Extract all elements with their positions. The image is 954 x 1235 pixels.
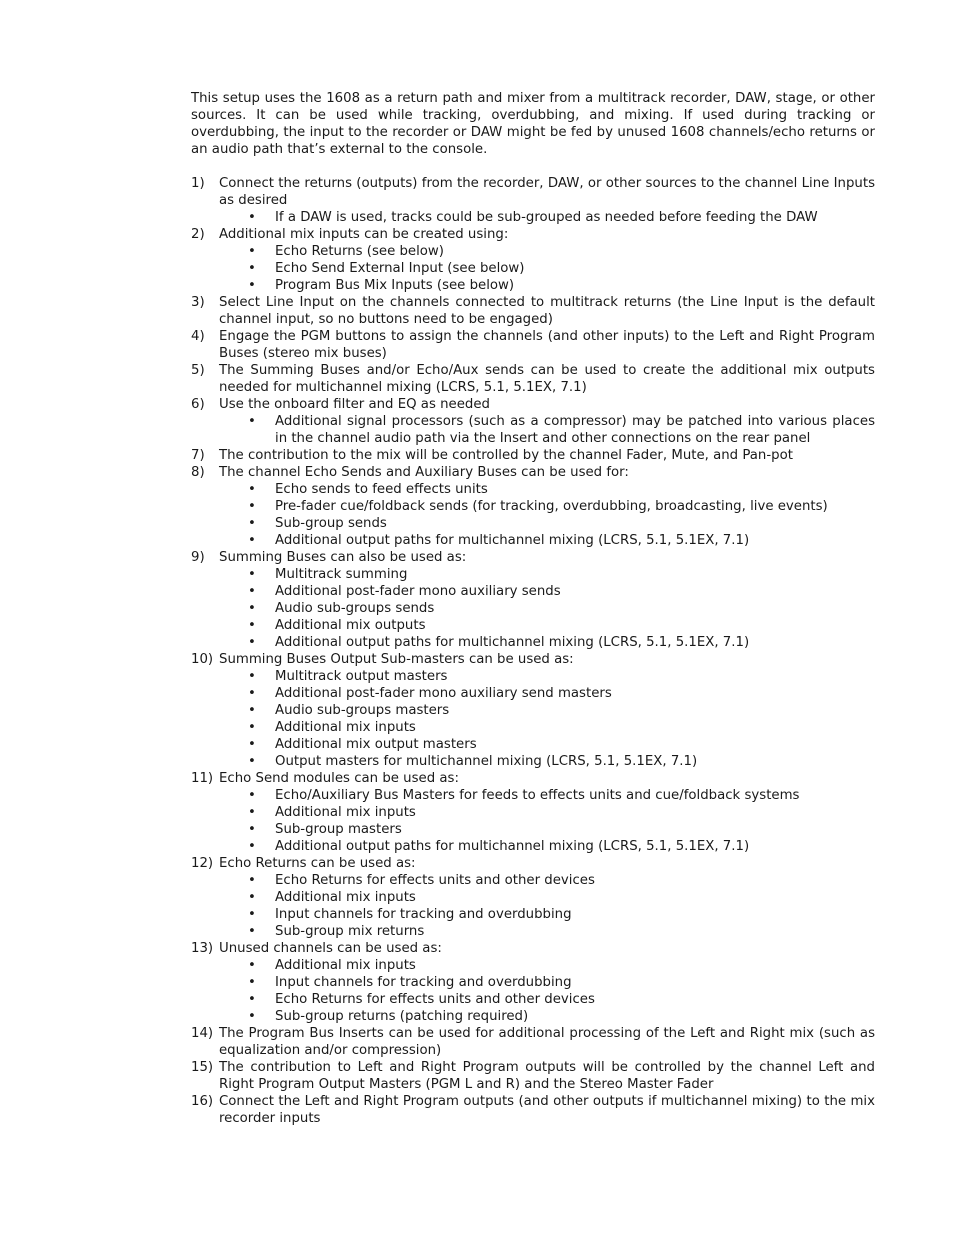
bullet-text: Input channels for tracking and overdubbing xyxy=(275,907,572,922)
bullet-text: Sub-group masters xyxy=(275,822,402,837)
bullet-text: Multitrack output masters xyxy=(275,669,448,684)
bullet-text: Additional signal processors (such as a compressor) may be patched into various places in the channel audio path via the Insert and other connections on the rear panel xyxy=(275,414,875,446)
bullet-dot-icon: • xyxy=(248,533,256,548)
step-text: Select Line Input on the channels connected to multitrack returns (the Line Input is the default channel input, so no buttons need to be engaged) xyxy=(219,295,875,327)
bullet-dot-icon: • xyxy=(248,975,256,990)
bullet-text: Additional mix inputs xyxy=(275,805,416,820)
bullet-list xyxy=(191,209,875,226)
bullet-dot-icon: • xyxy=(248,907,256,922)
step-text: Unused channels can be used as: xyxy=(219,941,442,956)
bullet-dot-icon: • xyxy=(248,720,256,735)
bullet-item xyxy=(191,413,875,447)
bullet-text: Echo Returns for effects units and other devices xyxy=(275,873,595,888)
bullet-text: Echo Send External Input (see below) xyxy=(275,261,525,276)
bullet-dot-icon: • xyxy=(248,618,256,633)
bullet-dot-icon: • xyxy=(248,686,256,701)
bullet-item xyxy=(191,889,875,906)
bullet-item xyxy=(191,974,875,991)
bullet-item xyxy=(191,481,875,498)
step-text: The Summing Buses and/or Echo/Aux sends can be used to create the additional mix outputs needed for multichannel mixing (LCRS, 5.1, 5.1EX, 7.1) xyxy=(219,363,875,395)
step-text: The contribution to the mix will be controlled by the channel Fader, Mute, and Pan-pot xyxy=(219,448,793,463)
bullet-item xyxy=(191,906,875,923)
bullet-dot-icon: • xyxy=(248,754,256,769)
bullet-text: Echo sends to feed effects units xyxy=(275,482,488,497)
bullet-list xyxy=(191,787,875,855)
bullet-item xyxy=(191,260,875,277)
bullet-text: Echo Returns for effects units and other devices xyxy=(275,992,595,1007)
step-text: The channel Echo Sends and Auxiliary Buses can be used for: xyxy=(219,465,629,480)
step-text: Engage the PGM buttons to assign the channels (and other inputs) to the Left and Right Program Buses (stereo mix buses) xyxy=(219,329,875,361)
bullet-item xyxy=(191,685,875,702)
step-number: 4) xyxy=(191,329,205,344)
step-number: 9) xyxy=(191,550,205,565)
document-page xyxy=(191,90,875,1127)
bullet-text: Additional output paths for multichannel mixing (LCRS, 5.1, 5.1EX, 7.1) xyxy=(275,533,750,548)
bullet-dot-icon: • xyxy=(248,635,256,650)
bullet-item xyxy=(191,753,875,770)
step-text: Echo Returns can be used as: xyxy=(219,856,416,871)
step-text: The Program Bus Inserts can be used for additional processing of the Left and Right mix (such as equalization and/or compression) xyxy=(219,1026,875,1058)
bullet-text: Additional mix inputs xyxy=(275,958,416,973)
bullet-text: Additional mix inputs xyxy=(275,720,416,735)
bullet-dot-icon: • xyxy=(248,890,256,905)
bullet-list xyxy=(191,413,875,447)
bullet-text: Pre-fader cue/foldback sends (for tracking, overdubbing, broadcasting, live events) xyxy=(275,499,828,514)
bullet-dot-icon: • xyxy=(248,601,256,616)
bullet-item xyxy=(191,991,875,1008)
bullet-dot-icon: • xyxy=(248,482,256,497)
bullet-item xyxy=(191,804,875,821)
bullet-item xyxy=(191,209,875,226)
bullet-item xyxy=(191,532,875,549)
bullet-dot-icon: • xyxy=(248,1009,256,1024)
step-number: 5) xyxy=(191,363,205,378)
bullet-text: Sub-group mix returns xyxy=(275,924,425,939)
bullet-dot-icon: • xyxy=(248,278,256,293)
bullet-text: Input channels for tracking and overdubbing xyxy=(275,975,572,990)
bullet-list xyxy=(191,668,875,770)
bullet-item xyxy=(191,838,875,855)
bullet-item xyxy=(191,600,875,617)
bullet-dot-icon: • xyxy=(248,567,256,582)
step-number: 3) xyxy=(191,295,205,310)
bullet-item xyxy=(191,702,875,719)
step-text: Summing Buses Output Sub-masters can be used as: xyxy=(219,652,574,667)
step-item xyxy=(191,175,875,209)
step-item xyxy=(191,328,875,362)
bullet-text: Audio sub-groups masters xyxy=(275,703,450,718)
bullet-dot-icon: • xyxy=(248,669,256,684)
bullet-dot-icon: • xyxy=(248,210,256,225)
bullet-list xyxy=(191,481,875,549)
bullet-dot-icon: • xyxy=(248,516,256,531)
bullet-text: Additional output paths for multichannel mixing (LCRS, 5.1, 5.1EX, 7.1) xyxy=(275,839,750,854)
bullet-item xyxy=(191,1008,875,1025)
bullet-item xyxy=(191,872,875,889)
bullet-text: Output masters for multichannel mixing (LCRS, 5.1, 5.1EX, 7.1) xyxy=(275,754,698,769)
bullet-item xyxy=(191,719,875,736)
bullet-list xyxy=(191,872,875,940)
step-item xyxy=(191,1093,875,1127)
bullet-text: Additional mix outputs xyxy=(275,618,426,633)
bullet-dot-icon: • xyxy=(248,873,256,888)
bullet-item xyxy=(191,634,875,651)
bullet-text: Echo Returns (see below) xyxy=(275,244,444,259)
step-item xyxy=(191,464,875,481)
step-text: Connect the Left and Right Program outputs (and other outputs if multichannel mixing) to the mix recorder inputs xyxy=(219,1094,875,1126)
bullet-text: Additional post-fader mono auxiliary sends xyxy=(275,584,561,599)
bullet-dot-icon: • xyxy=(248,822,256,837)
step-item xyxy=(191,549,875,566)
bullet-dot-icon: • xyxy=(248,261,256,276)
bullet-dot-icon: • xyxy=(248,737,256,752)
step-item xyxy=(191,1025,875,1059)
step-number: 2) xyxy=(191,227,205,242)
bullet-list xyxy=(191,566,875,651)
bullet-text: Sub-group sends xyxy=(275,516,387,531)
step-item xyxy=(191,940,875,957)
bullet-text: Multitrack summing xyxy=(275,567,408,582)
bullet-item xyxy=(191,583,875,600)
bullet-dot-icon: • xyxy=(248,992,256,1007)
step-number: 14) xyxy=(191,1026,214,1041)
bullet-dot-icon: • xyxy=(248,414,256,429)
bullet-dot-icon: • xyxy=(248,499,256,514)
step-text: Summing Buses can also be used as: xyxy=(219,550,467,565)
bullet-text: Additional mix inputs xyxy=(275,890,416,905)
bullet-text: Additional mix output masters xyxy=(275,737,477,752)
bullet-list xyxy=(191,243,875,294)
step-number: 11) xyxy=(191,771,214,786)
bullet-item xyxy=(191,277,875,294)
step-item xyxy=(191,651,875,668)
step-number: 13) xyxy=(191,941,214,956)
bullet-dot-icon: • xyxy=(248,584,256,599)
step-number: 7) xyxy=(191,448,205,463)
step-text: Additional mix inputs can be created using: xyxy=(219,227,509,242)
step-number: 1) xyxy=(191,176,205,191)
step-number: 10) xyxy=(191,652,214,667)
bullet-item xyxy=(191,923,875,940)
bullet-dot-icon: • xyxy=(248,703,256,718)
step-item xyxy=(191,294,875,328)
step-text: Connect the returns (outputs) from the recorder, DAW, or other sources to the channel Line Inputs as desired xyxy=(219,176,875,208)
step-item xyxy=(191,855,875,872)
bullet-item xyxy=(191,736,875,753)
step-text: Use the onboard filter and EQ as needed xyxy=(219,397,490,412)
bullet-text: Audio sub-groups sends xyxy=(275,601,435,616)
bullet-item xyxy=(191,821,875,838)
bullet-text: If a DAW is used, tracks could be sub-grouped as needed before feeding the DAW xyxy=(275,210,818,225)
step-item xyxy=(191,396,875,413)
step-number: 6) xyxy=(191,397,205,412)
bullet-dot-icon: • xyxy=(248,958,256,973)
bullet-item xyxy=(191,957,875,974)
step-item xyxy=(191,1059,875,1093)
step-item xyxy=(191,362,875,396)
step-number: 12) xyxy=(191,856,214,871)
step-number: 8) xyxy=(191,465,205,480)
bullet-dot-icon: • xyxy=(248,788,256,803)
bullet-item xyxy=(191,617,875,634)
bullet-dot-icon: • xyxy=(248,924,256,939)
bullet-item xyxy=(191,787,875,804)
intro-paragraph: This setup uses the 1608 as a return path and mixer from a multitrack recorder, DAW, stage, or other sources. It can be used while tracking, overdubbing, and mixing. If used during tracking or overdubbing, the input to the recorder or DAW might be fed by unused 1608 channels/echo returns or an audio path that’s external to the console. xyxy=(191,91,875,157)
step-text: Echo Send modules can be used as: xyxy=(219,771,459,786)
bullet-dot-icon: • xyxy=(248,839,256,854)
step-item xyxy=(191,770,875,787)
bullet-item xyxy=(191,243,875,260)
bullet-item xyxy=(191,566,875,583)
bullet-item xyxy=(191,515,875,532)
step-number: 16) xyxy=(191,1094,214,1109)
bullet-text: Program Bus Mix Inputs (see below) xyxy=(275,278,515,293)
bullet-text: Sub-group returns (patching required) xyxy=(275,1009,529,1024)
bullet-item xyxy=(191,668,875,685)
step-item xyxy=(191,226,875,243)
bullet-text: Echo/Auxiliary Bus Masters for feeds to effects units and cue/foldback systems xyxy=(275,788,800,803)
bullet-text: Additional output paths for multichannel mixing (LCRS, 5.1, 5.1EX, 7.1) xyxy=(275,635,750,650)
step-text: The contribution to Left and Right Program outputs will be controlled by the channel Left and Right Program Output Masters (PGM L and R) and the Stereo Master Fader xyxy=(219,1060,875,1092)
step-item xyxy=(191,447,875,464)
bullet-text: Additional post-fader mono auxiliary send masters xyxy=(275,686,612,701)
bullet-dot-icon: • xyxy=(248,244,256,259)
bullet-item xyxy=(191,498,875,515)
step-number: 15) xyxy=(191,1060,214,1075)
bullet-dot-icon: • xyxy=(248,805,256,820)
bullet-list xyxy=(191,957,875,1025)
numbered-steps-list xyxy=(191,175,875,1127)
